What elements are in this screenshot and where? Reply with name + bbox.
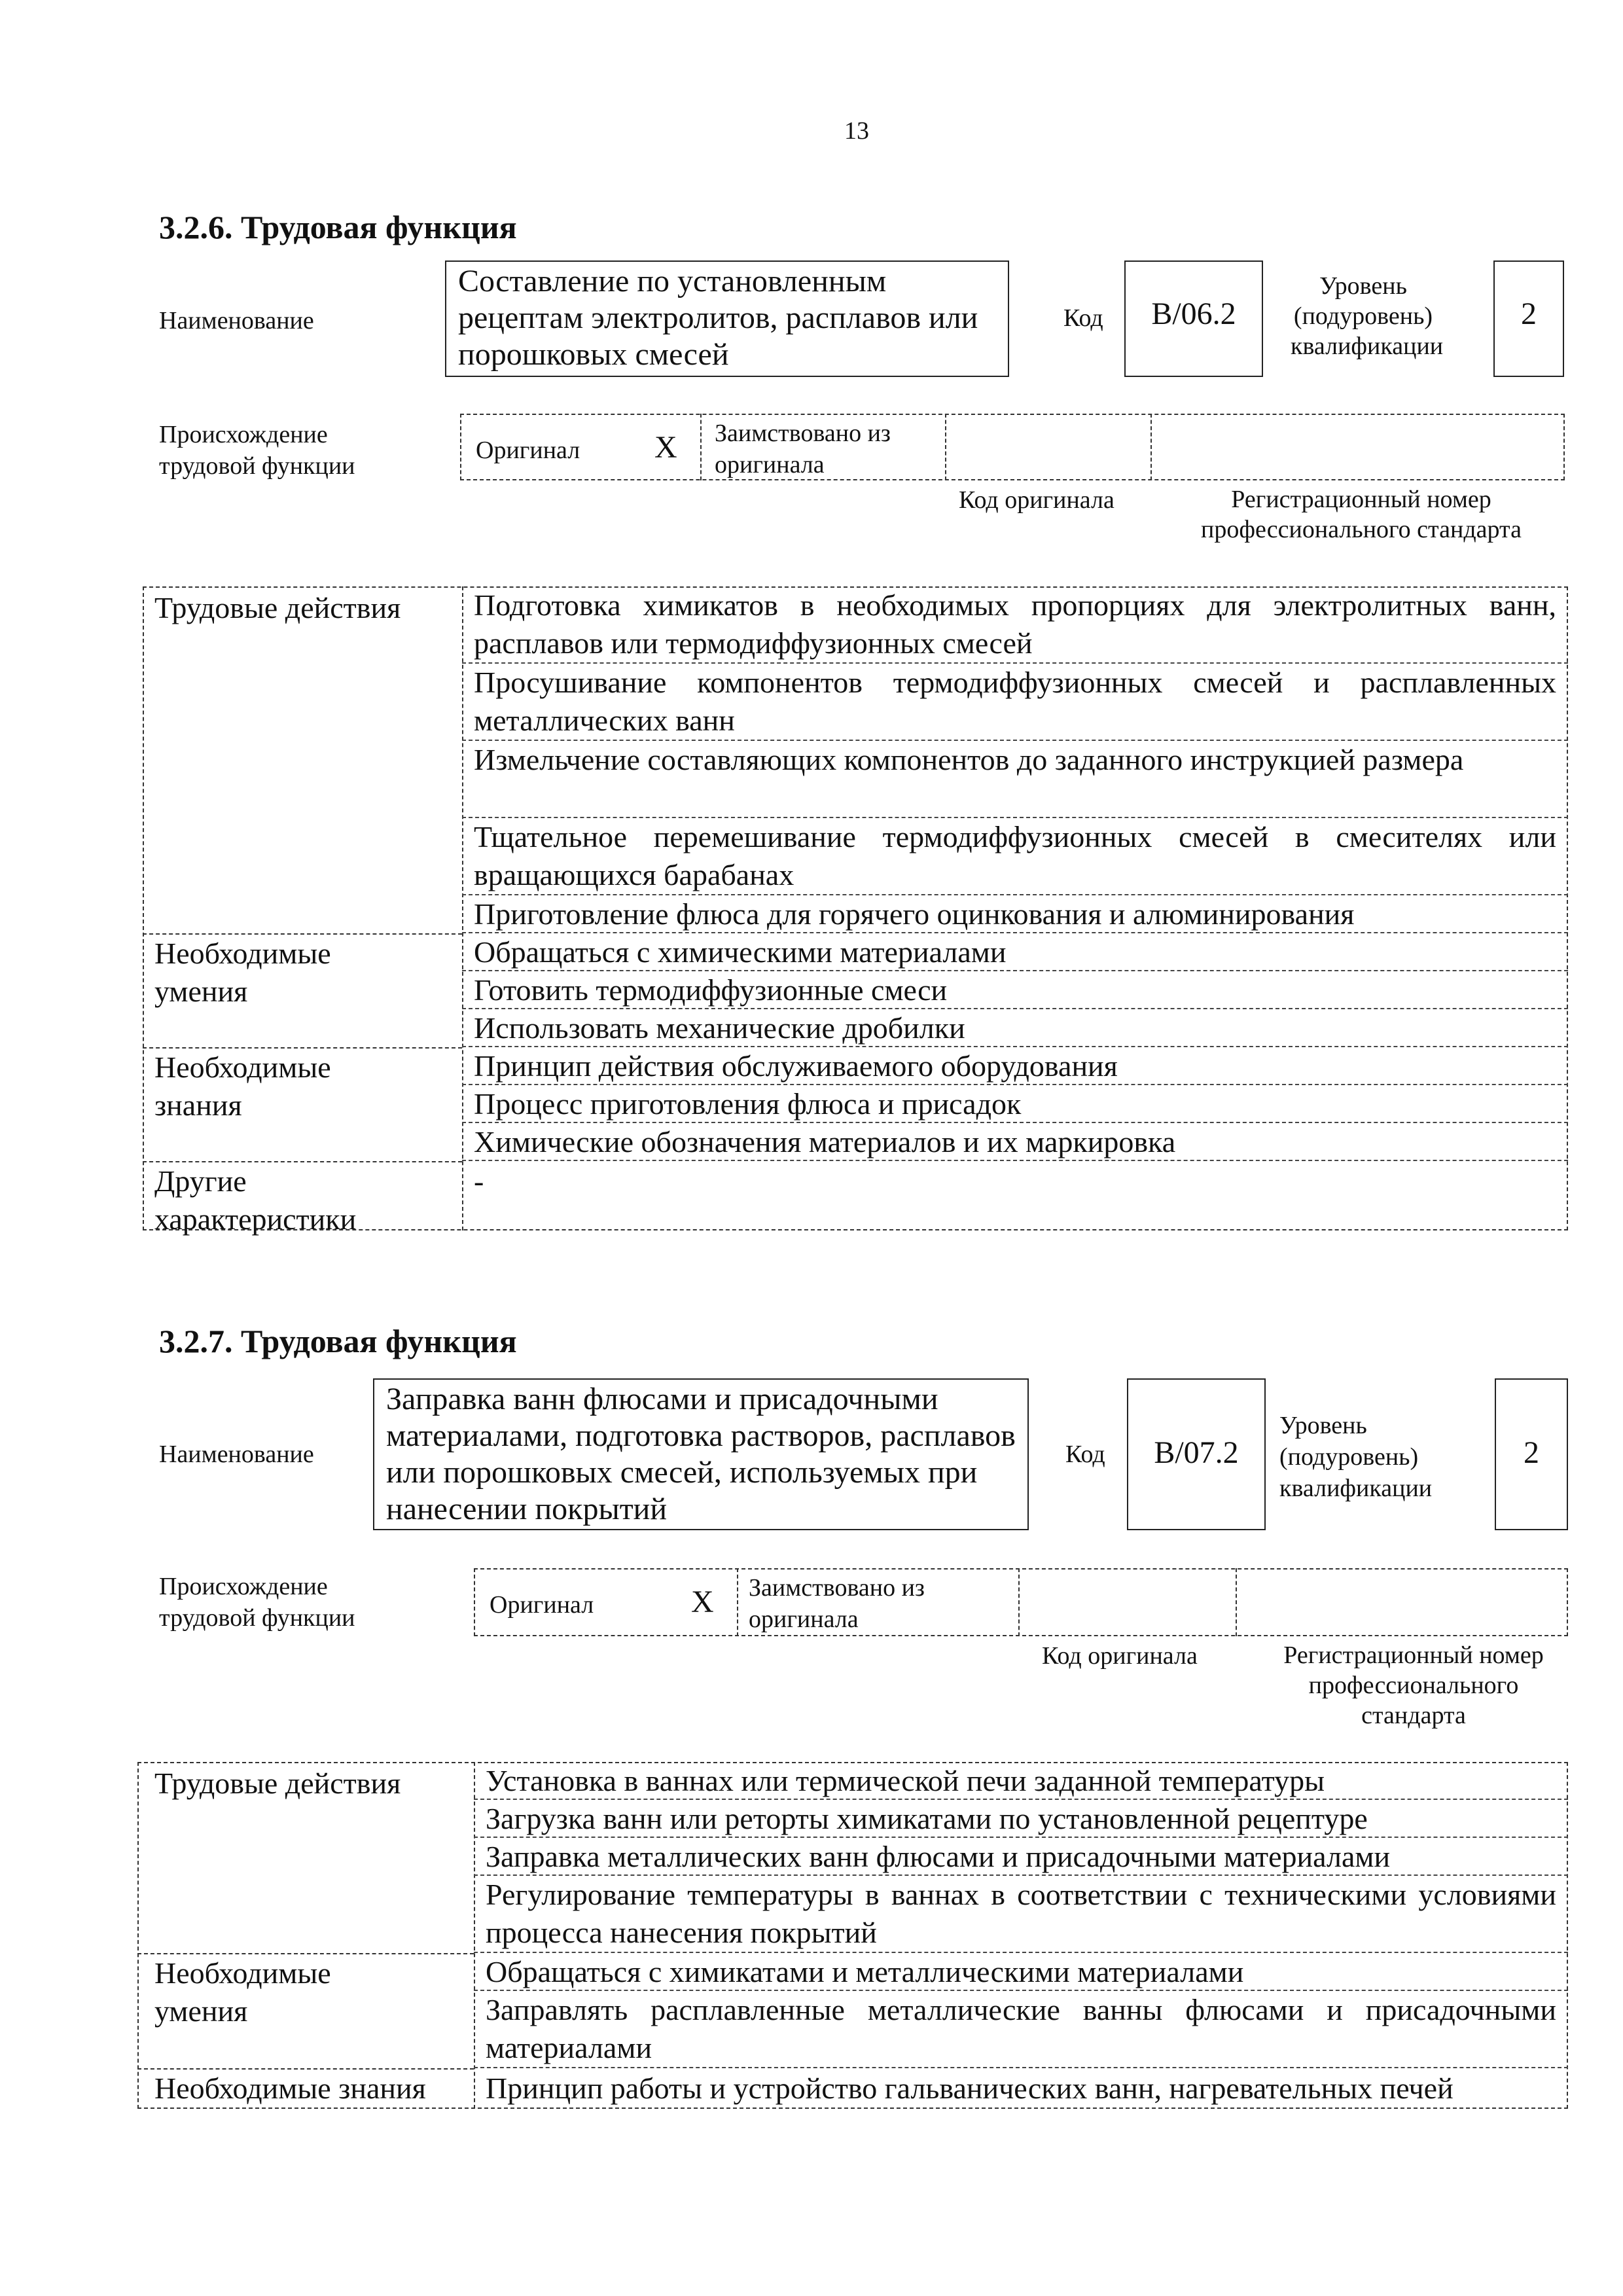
group-title-skills: Необходимые умения	[154, 1956, 331, 2028]
code-value: B/07.2	[1154, 1435, 1239, 1470]
table-row: Принцип работы и устройство гальванических ванн, нагревательных печей	[486, 2072, 1454, 2105]
code-label: Код	[1063, 304, 1103, 332]
table-row: Тщательное перемешивание термодиффузионных смесей в смесителях или вращающихся барабанах	[462, 818, 1568, 895]
original-mark: X	[691, 1585, 714, 1619]
name-label: Наименование	[159, 307, 314, 334]
reg-number-label: Регистрационный номер профессионального стандарта	[1283, 1641, 1544, 1729]
level-value: 2	[1524, 1435, 1539, 1470]
section-heading-3-2-6: 3.2.6. Трудовая функция	[159, 209, 517, 245]
table-row: Подготовка химикатов в необходимых пропорциях для электролитных ванн, расплавов или термодиффузионных смесей	[462, 586, 1568, 664]
table-row: Процесс приготовления флюса и присадок	[462, 1085, 1568, 1123]
level-box	[1495, 1378, 1568, 1530]
group-title-skills: Необходимые умения	[154, 937, 331, 1008]
table-row: Обращаться с химическими материалами	[462, 933, 1568, 971]
origin-label: Происхождение трудовой функции	[159, 1573, 355, 1632]
original-label: Оригинал	[490, 1591, 594, 1619]
table-row: Обращаться с химикатами и металлическими материалами	[474, 1953, 1568, 1991]
original-label: Оригинал	[476, 437, 580, 464]
table-row: Химические обозначения материалов и их маркировка	[462, 1123, 1568, 1161]
code-label: Код	[1065, 1441, 1105, 1468]
original-mark: X	[654, 430, 677, 465]
section-heading-3-2-7: 3.2.7. Трудовая функция	[159, 1323, 517, 1359]
origin-label: Происхождение трудовой функции	[159, 421, 355, 480]
function-name-box	[373, 1378, 1029, 1530]
group-title-actions: Трудовые действия	[154, 1767, 401, 1800]
code-box	[1124, 260, 1263, 377]
function-name: Составление по установленным рецептам электролитов, расплавов или порошковых смесей	[458, 264, 978, 372]
function-name-box	[445, 260, 1009, 377]
level-label: Уровень (подуровень) квалификации	[1279, 1412, 1433, 1502]
name-label: Наименование	[159, 1441, 314, 1468]
table-row: Заправлять расплавленные металлические ванны флюсами и присадочными материалами	[474, 1991, 1568, 2068]
table-row: Регулирование температуры в ваннах в соответствии с техническими условиями процесса нанесения покрытий	[474, 1876, 1568, 1953]
borrowed-label: Заимствовано из оригинала	[715, 420, 891, 478]
level-box	[1493, 260, 1564, 377]
group-title-knowledge: Необходимые знания	[154, 2072, 426, 2105]
group-title-actions: Трудовые действия	[154, 591, 401, 624]
code-value: B/06.2	[1151, 296, 1236, 331]
code-box	[1127, 1378, 1266, 1530]
group-title-other: Другие характеристики	[154, 1164, 357, 1236]
table-row: Просушивание компонентов термодиффузионных смесей и расплавленных металлических ванн	[462, 664, 1568, 741]
page-number: 13	[844, 117, 869, 145]
origin-table	[460, 414, 1565, 480]
reg-number-label: Регистрационный номер профессионального стандарта	[1201, 486, 1522, 543]
table-row: Готовить термодиффузионные смеси	[462, 971, 1568, 1009]
table-row: -	[474, 1164, 484, 1198]
table-row: Заправка металлических ванн флюсами и присадочными материалами	[474, 1838, 1568, 1876]
borrowed-label: Заимствовано из оригинала	[749, 1574, 925, 1633]
table-row: Принцип действия обслуживаемого оборудования	[462, 1047, 1568, 1085]
table-row: Загрузка ванн или реторты химикатами по установленной рецептуре	[474, 1800, 1568, 1838]
origin-table	[474, 1568, 1568, 1636]
table-row: Установка в ваннах или термической печи заданной температуры	[474, 1762, 1568, 1800]
function-name: Заправка ванн флюсами и присадочными материалами, подготовка растворов, расплавов или порошковых смесей, используемых при нанесении покрытий	[386, 1382, 1016, 1526]
table-row: Измельчение составляющих компонентов до заданного инструкцией размера	[462, 741, 1568, 818]
code-original-label: Код оригинала	[1042, 1642, 1198, 1670]
level-label: Уровень (подуровень) квалификации	[1291, 272, 1444, 360]
table-row: Приготовление флюса для горячего оцинкования и алюминирования	[462, 895, 1568, 933]
level-value: 2	[1521, 296, 1537, 331]
code-original-label: Код оригинала	[959, 486, 1115, 514]
table-row: Использовать механические дробилки	[462, 1009, 1568, 1047]
group-title-knowledge: Необходимые знания	[154, 1050, 331, 1122]
